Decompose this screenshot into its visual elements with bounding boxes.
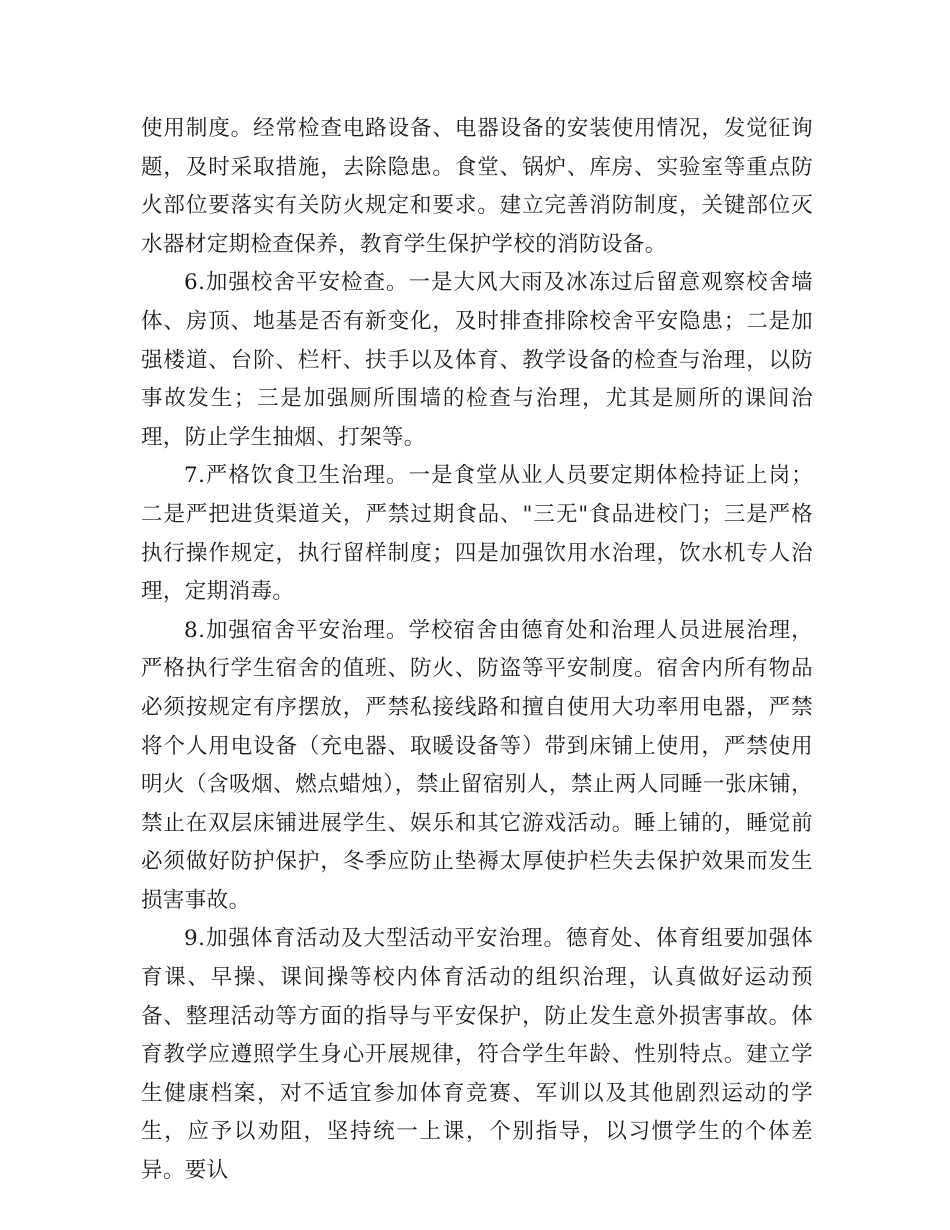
paragraph-item-9: 9.加强体育活动及大型活动平安治理。德育处、体育组要加强体育课、早操、课间操等校内体育活动的组织治理，认真做好运动预备、整理活动等方面的指导与平安保护，防止发生意外损害事故。体育教学应遵照学生身心开展规律，符合学生年龄、性别特点。建立学生健康档案，对不适宜参加体育竞赛、军训以及其他剧烈运动的学生，应予以劝阻，坚持统一上课，个别指导，以习惯学生的个体差异。要认 <box>141 926 813 1184</box>
paragraph-item-6: 6.加强校舍平安检查。一是大风大雨及冰冻过后留意观察校舍墙体、房顶、地基是否有新变化，及时排查排除校舍平安隐患；二是加强楼道、台阶、栏杆、扶手以及体育、教学设备的检查与治理，以防事故发生；三是加强厕所围墙的检查与治理，尤其是厕所的课间治理，防止学生抽烟、打架等。 <box>141 270 813 450</box>
document-body <box>141 110 813 1191</box>
paragraph-item-7: 7.严格饮食卫生治理。一是食堂从业人员要定期体检持证上岗；二是严把进货渠道关，严禁过期食品、"三无"食品进校门；三是严格执行操作规定，执行留样制度；四是加强饮用水治理，饮水机专人治理，定期消毒。 <box>141 463 813 605</box>
paragraph-item-8: 8.加强宿舍平安治理。学校宿舍由德育处和治理人员进展治理，严格执行学生宿舍的值班、防火、防盗等平安制度。宿舍内所有物品必须按规定有序摆放，严禁私接线路和擅自使用大功率用电器，严禁将个人用电设备（充电器、取暖设备等）带到床铺上使用，严禁使用明火（含吸烟、燃点蜡烛），禁止留宿别人，禁止两人同睡一张床铺，禁止在双层床铺进展学生、娱乐和其它游戏活动。睡上铺的，睡觉前必须做好防护保护，冬季应防止垫褥太厚使护栏失去保护效果而发生损害事故。 <box>141 617 813 913</box>
paragraph-continuation: 使用制度。经常检查电路设备、电器设备的安装使用情况，发觉征询题，及时采取措施，去除隐患。食堂、锅炉、库房、实验室等重点防火部位要落实有关防火规定和要求。建立完善消防制度，关键部位灭水器材定期检查保养，教育学生保护学校的消防设备。 <box>141 116 813 257</box>
